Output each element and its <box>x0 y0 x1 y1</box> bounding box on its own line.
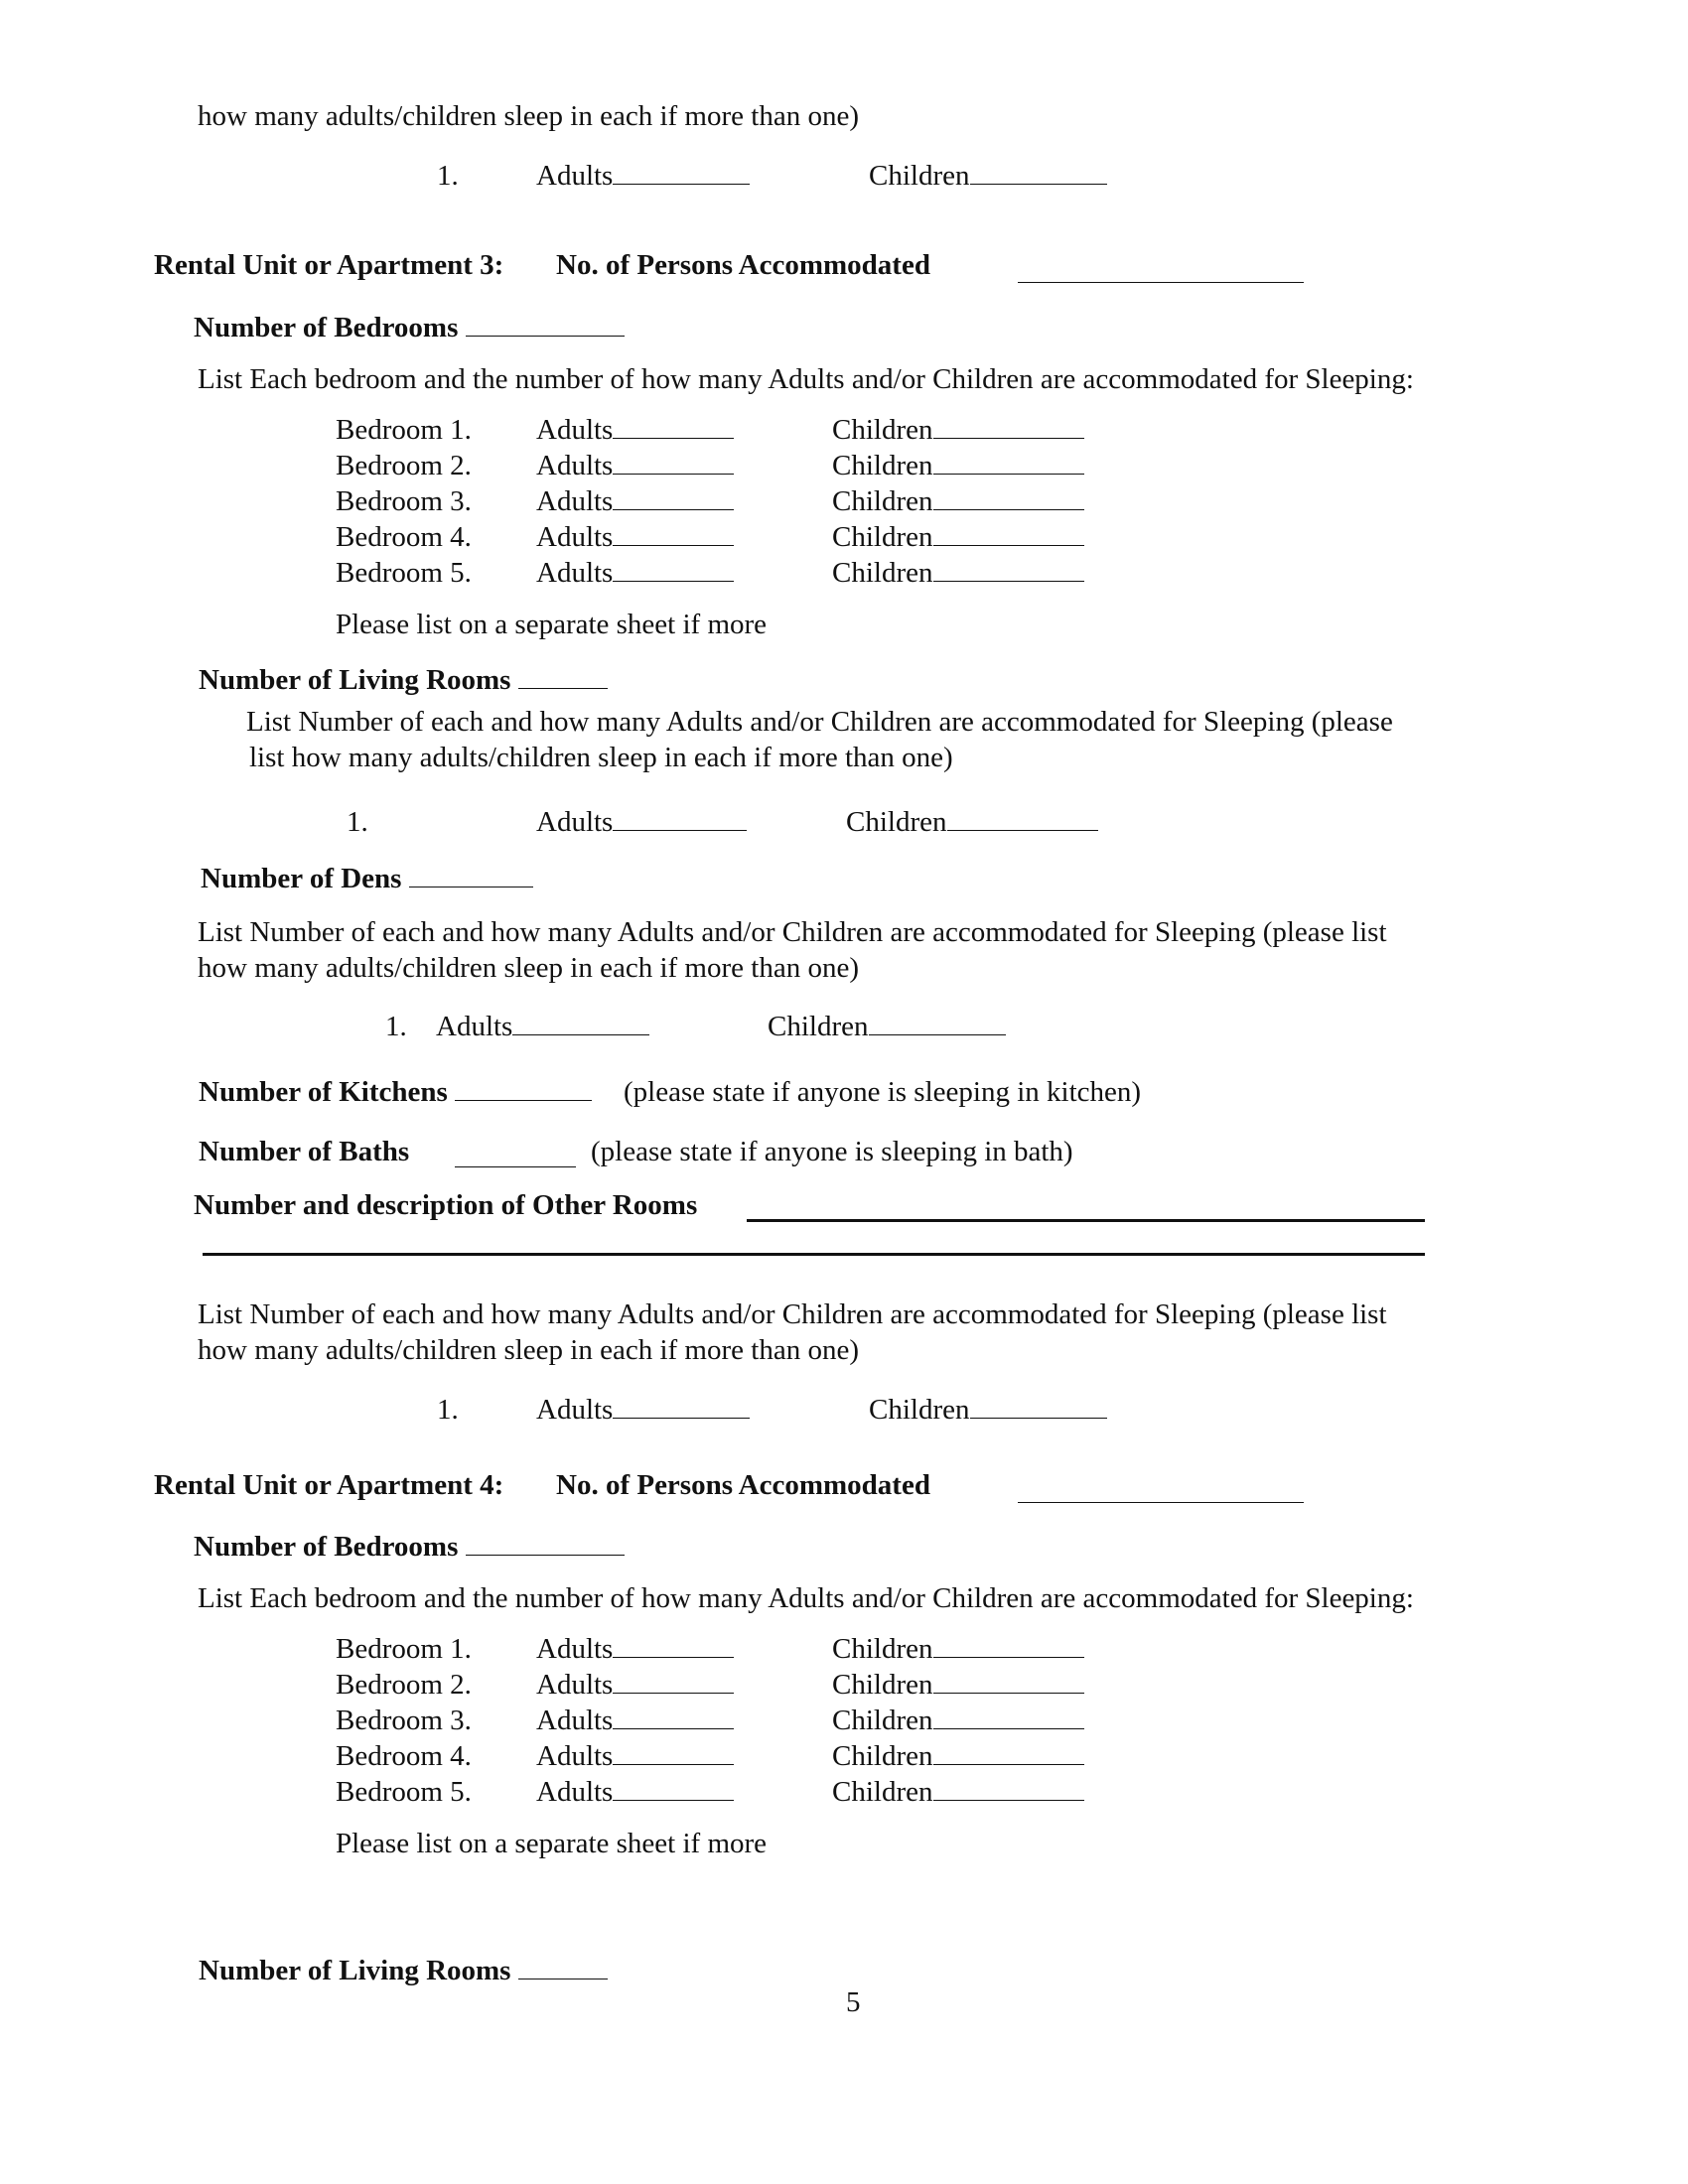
children-blank[interactable] <box>933 1705 1084 1729</box>
children-blank[interactable] <box>933 557 1084 582</box>
living-rooms-field[interactable] <box>199 1954 608 1987</box>
page-number: 5 <box>846 1986 861 2018</box>
bedroom-instructions: List Each bedroom and the number of how many Adults and/or Children are accommodated for Sleeping: <box>198 1582 1414 1614</box>
adults-blank[interactable] <box>512 1011 649 1035</box>
children-label: Children <box>869 160 970 192</box>
adults-label: Adults <box>536 1705 614 1736</box>
children-blank[interactable] <box>933 450 1084 475</box>
bedrooms-label: Number of Bedrooms <box>194 312 459 343</box>
row-number: 1. <box>347 806 368 838</box>
adults-field[interactable] <box>436 1010 649 1043</box>
children-blank[interactable] <box>933 1669 1084 1694</box>
apartment-3-title: Rental Unit or Apartment 3: <box>154 249 504 281</box>
children-field[interactable] <box>832 1775 1084 1809</box>
adults-label: Adults <box>536 1776 614 1808</box>
children-label: Children <box>869 1394 970 1426</box>
adults-blank[interactable] <box>613 1740 734 1765</box>
children-label: Children <box>832 485 933 517</box>
adults-blank[interactable] <box>613 521 734 546</box>
kitchens-label: Number of Kitchens <box>199 1076 448 1108</box>
bedroom-label: Bedroom 2. <box>336 1669 472 1701</box>
adults-field[interactable] <box>536 1632 734 1666</box>
bedroom-instructions: List Each bedroom and the number of how many Adults and/or Children are accommodated for Sleeping: <box>198 363 1414 395</box>
row-number: 1. <box>385 1011 407 1042</box>
children-label: Children <box>768 1011 869 1042</box>
bedrooms-blank[interactable] <box>466 1531 625 1556</box>
bedroom-label: Bedroom 2. <box>336 450 472 481</box>
adults-label: Adults <box>536 806 614 838</box>
living-rooms-blank[interactable] <box>518 1955 608 1979</box>
apartment-4-bedrooms-field[interactable] <box>194 1530 625 1564</box>
adults-blank[interactable] <box>613 160 750 185</box>
bedroom-label: Bedroom 5. <box>336 1776 472 1808</box>
children-blank[interactable] <box>933 485 1084 510</box>
adults-label: Adults <box>536 160 614 192</box>
bedrooms-blank[interactable] <box>466 312 625 337</box>
children-field[interactable] <box>846 805 1098 839</box>
living-rooms-label: Number of Living Rooms <box>199 1955 511 1986</box>
children-blank[interactable] <box>869 1011 1006 1035</box>
adults-label: Adults <box>536 1394 614 1426</box>
adults-field[interactable] <box>536 1704 734 1737</box>
adults-field[interactable] <box>536 484 734 518</box>
adults-field[interactable] <box>536 413 734 447</box>
adults-field[interactable] <box>536 1775 734 1809</box>
children-label: Children <box>832 1776 933 1808</box>
adults-label: Adults <box>536 450 614 481</box>
baths-note: (please state if anyone is sleeping in bath) <box>591 1136 1073 1167</box>
dens-field[interactable] <box>201 862 533 895</box>
adults-blank[interactable] <box>613 485 734 510</box>
bedroom-label: Bedroom 3. <box>336 1705 472 1736</box>
children-label: Children <box>832 1740 933 1772</box>
children-blank[interactable] <box>933 1740 1084 1765</box>
apartment-3-bedrooms-field[interactable] <box>194 311 625 344</box>
other-rooms-blank-line-1[interactable] <box>747 1219 1425 1222</box>
dens-label: Number of Dens <box>201 863 402 894</box>
kitchens-field[interactable] <box>199 1075 592 1109</box>
kitchens-blank[interactable] <box>455 1076 592 1101</box>
bedrooms-label: Number of Bedrooms <box>194 1531 459 1563</box>
baths-label: Number of Baths <box>199 1136 410 1167</box>
dens-instructions-line-2: how many adults/children sleep in each if more than one) <box>198 952 859 984</box>
adults-label: Adults <box>536 521 614 553</box>
continuation-text: how many adults/children sleep in each if more than one) <box>198 100 859 132</box>
adults-field[interactable] <box>536 1393 750 1427</box>
children-blank[interactable] <box>933 414 1084 439</box>
adults-blank[interactable] <box>613 414 734 439</box>
other-instructions-line-2: how many adults/children sleep in each if more than one) <box>198 1334 859 1366</box>
children-blank[interactable] <box>970 1394 1107 1419</box>
other-instructions-line-1: List Number of each and how many Adults and/or Children are accommodated for Sleeping (please list <box>198 1298 1387 1330</box>
adults-field[interactable] <box>536 1739 734 1773</box>
children-label: Children <box>846 806 947 838</box>
bedroom-label: Bedroom 1. <box>336 414 472 446</box>
adults-field[interactable] <box>536 520 734 554</box>
children-field[interactable] <box>832 449 1084 482</box>
adults-label: Adults <box>436 1011 513 1042</box>
dens-instructions-line-1: List Number of each and how many Adults and/or Children are accommodated for Sleeping (please list <box>198 916 1387 948</box>
children-label: Children <box>832 521 933 553</box>
children-field[interactable] <box>832 556 1084 590</box>
adults-blank[interactable] <box>613 1633 734 1658</box>
children-field[interactable] <box>832 520 1084 554</box>
children-field[interactable] <box>832 413 1084 447</box>
other-rooms-blank-line-2[interactable] <box>203 1253 1425 1256</box>
living-instructions-line-2: list how many adults/children sleep in each if more than one) <box>249 742 953 773</box>
adults-label: Adults <box>536 1740 614 1772</box>
children-field[interactable] <box>832 1739 1084 1773</box>
adults-blank[interactable] <box>613 1394 750 1419</box>
children-field[interactable] <box>869 159 1107 193</box>
adults-label: Adults <box>536 557 614 589</box>
children-field[interactable] <box>832 1704 1084 1737</box>
children-field[interactable] <box>832 1668 1084 1702</box>
children-blank[interactable] <box>933 521 1084 546</box>
apartment-4-persons-blank[interactable] <box>1018 1478 1304 1503</box>
living-rooms-label: Number of Living Rooms <box>199 664 511 696</box>
bedroom-label: Bedroom 4. <box>336 1740 472 1772</box>
row-number: 1. <box>437 1394 459 1426</box>
adults-blank[interactable] <box>613 1669 734 1694</box>
children-field[interactable] <box>832 484 1084 518</box>
row-number: 1. <box>437 160 459 192</box>
adults-label: Adults <box>536 1633 614 1665</box>
children-label: Children <box>832 1705 933 1736</box>
baths-blank[interactable] <box>455 1143 576 1167</box>
apartment-3-persons-blank[interactable] <box>1018 258 1304 283</box>
adults-label: Adults <box>536 1669 614 1701</box>
apartment-4-persons-label: No. of Persons Accommodated <box>556 1469 930 1501</box>
adults-blank[interactable] <box>613 557 734 582</box>
bedroom-label: Bedroom 4. <box>336 521 472 553</box>
living-rooms-field[interactable] <box>199 663 608 697</box>
adults-field[interactable] <box>536 159 750 193</box>
adults-label: Adults <box>536 485 614 517</box>
children-label: Children <box>832 1669 933 1701</box>
bedroom-label: Bedroom 1. <box>336 1633 472 1665</box>
apartment-4-title: Rental Unit or Apartment 4: <box>154 1469 504 1501</box>
children-field[interactable] <box>869 1393 1107 1427</box>
children-blank[interactable] <box>970 160 1107 185</box>
children-field[interactable] <box>768 1010 1006 1043</box>
dens-blank[interactable] <box>409 863 533 887</box>
children-blank[interactable] <box>933 1776 1084 1801</box>
living-rooms-blank[interactable] <box>518 664 608 689</box>
adults-blank[interactable] <box>613 1776 734 1801</box>
other-rooms-label: Number and description of Other Rooms <box>194 1189 698 1221</box>
adults-blank[interactable] <box>613 806 747 831</box>
children-label: Children <box>832 450 933 481</box>
children-field[interactable] <box>832 1632 1084 1666</box>
adults-field[interactable] <box>536 449 734 482</box>
living-instructions-line-1: List Number of each and how many Adults and/or Children are accommodated for Sleeping (please <box>246 706 1393 738</box>
separate-sheet-note: Please list on a separate sheet if more <box>336 1828 768 1859</box>
adults-blank[interactable] <box>613 450 734 475</box>
adults-field[interactable] <box>536 805 747 839</box>
children-label: Children <box>832 557 933 589</box>
children-blank[interactable] <box>933 1633 1084 1658</box>
apartment-3-persons-label: No. of Persons Accommodated <box>556 249 930 281</box>
children-blank[interactable] <box>947 806 1098 831</box>
bedroom-label: Bedroom 3. <box>336 485 472 517</box>
adults-field[interactable] <box>536 1668 734 1702</box>
separate-sheet-note: Please list on a separate sheet if more <box>336 609 768 640</box>
adults-label: Adults <box>536 414 614 446</box>
bedroom-label: Bedroom 5. <box>336 557 472 589</box>
children-label: Children <box>832 1633 933 1665</box>
kitchens-note: (please state if anyone is sleeping in kitchen) <box>624 1076 1142 1108</box>
adults-field[interactable] <box>536 556 734 590</box>
children-label: Children <box>832 414 933 446</box>
adults-blank[interactable] <box>613 1705 734 1729</box>
